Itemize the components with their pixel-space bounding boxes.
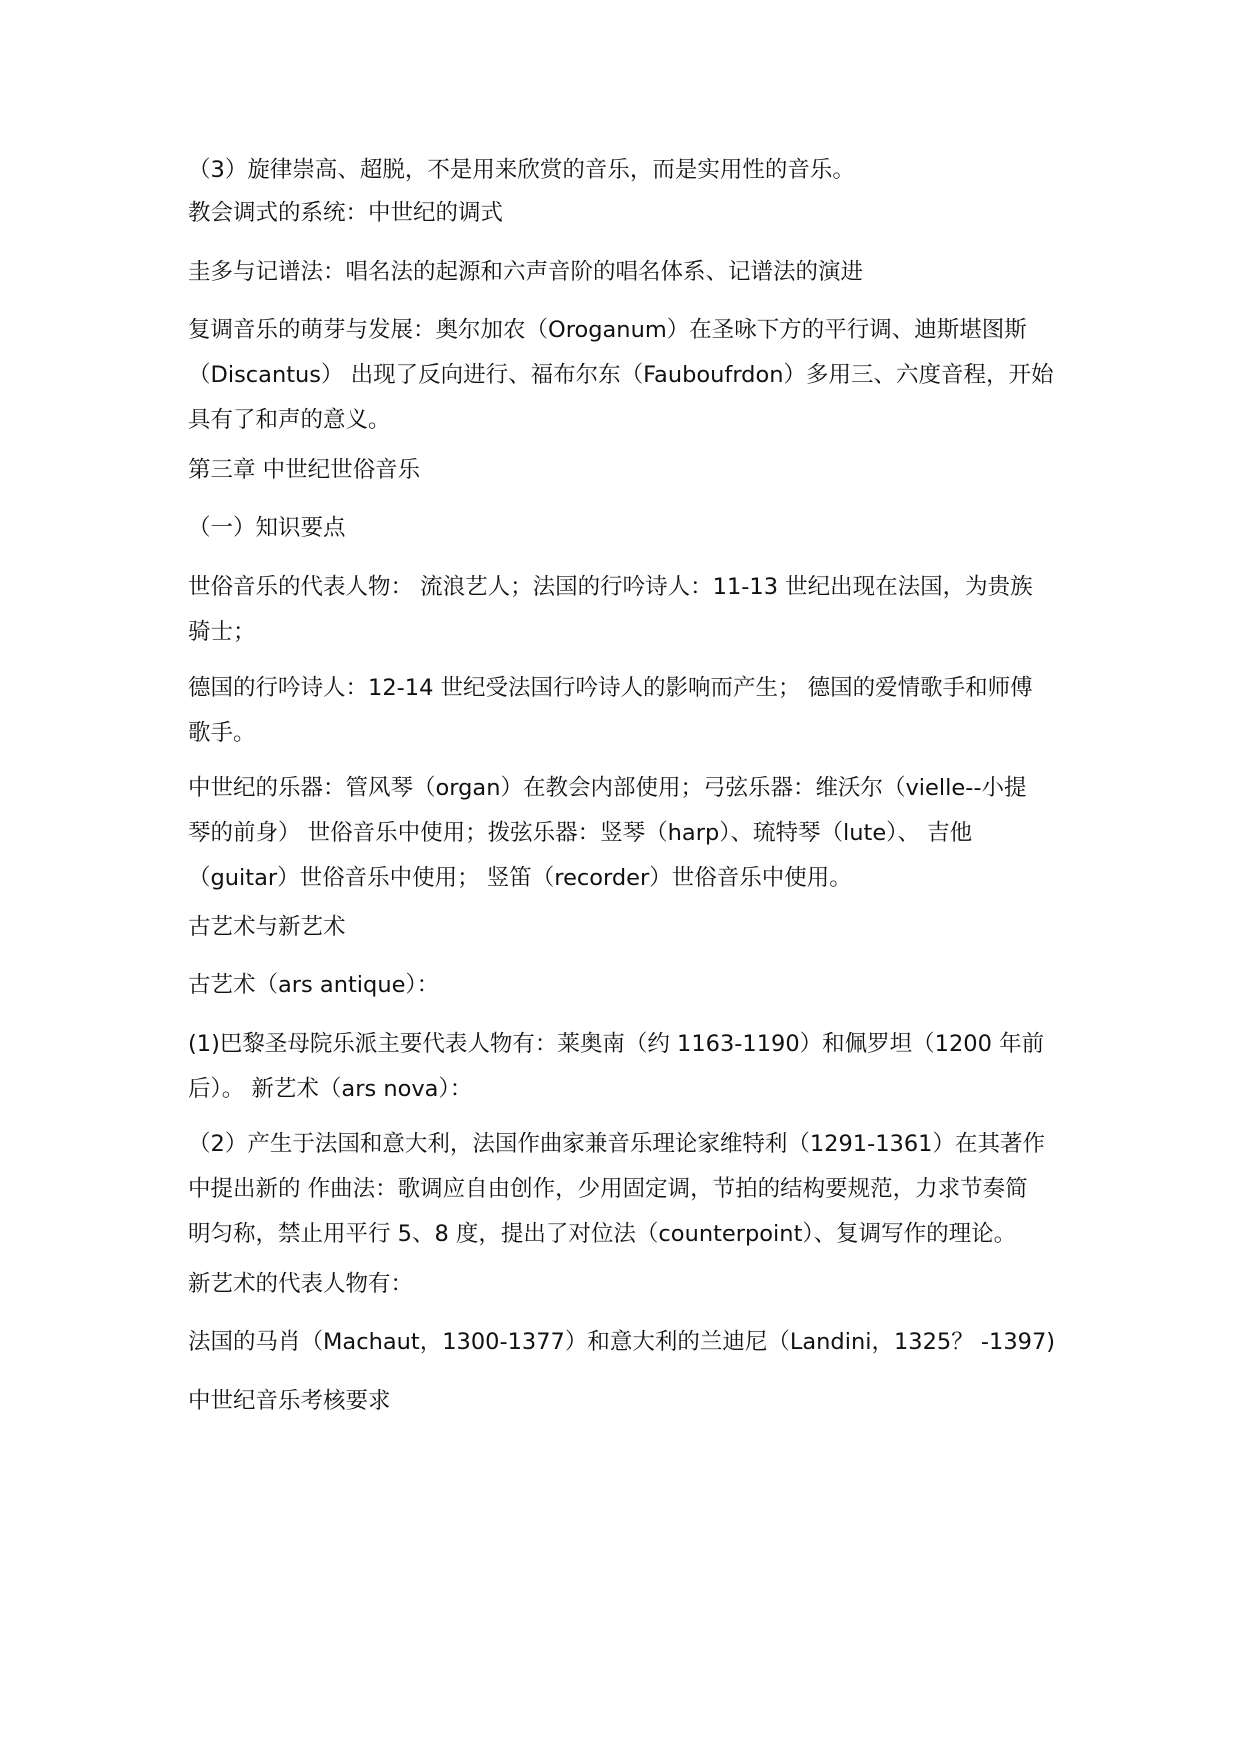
- text-line: 后）。 新艺术（ars nova）：: [188, 1076, 473, 1102]
- paragraph-instruments: [188, 766, 1058, 901]
- paragraph-melody-traits: [188, 148, 1058, 193]
- text-line: 歌手。: [188, 720, 256, 746]
- text-line: 中提出新的 作曲法：歌调应自由创作，少用固定调，节拍的结构要规范，力求节奏简: [188, 1176, 1028, 1202]
- paragraph-notre-dame-school: [188, 1022, 1058, 1112]
- paragraph-polyphony: [188, 308, 1058, 443]
- paragraph-german-minstrels: [188, 666, 1058, 756]
- text-line: （Discantus） 出现了反向进行、福布尔东（Fauboufrdon）多用三、六度音程，开始: [188, 362, 1054, 388]
- paragraph-secular-representatives: [188, 565, 1058, 655]
- paragraph-machaut-landini: [188, 1320, 1058, 1365]
- text-line: 古艺术与新艺术: [188, 914, 346, 940]
- heading-ars-nova-representatives: [188, 1262, 1058, 1307]
- text-line: 教会调式的系统：中世纪的调式: [188, 200, 504, 226]
- text-line: 德国的行吟诗人：12-14 世纪受法国行吟诗人的影响而产生； 德国的爱情歌手和师傅: [188, 675, 1033, 701]
- section-heading-knowledge-points: [188, 506, 1058, 551]
- paragraph-guido-notation: [188, 250, 1058, 295]
- text-line: 中世纪音乐考核要求: [188, 1388, 391, 1414]
- text-line: 圭多与记谱法：唱名法的起源和六声音阶的唱名体系、记谱法的演进: [188, 259, 864, 285]
- text-line: 法国的马肖（Machaut，1300-1377）和意大利的兰迪尼（Landini，1325？ -1397): [188, 1329, 1056, 1355]
- heading-assessment-requirements: [188, 1379, 1058, 1424]
- text-line: (1)巴黎圣母院乐派主要代表人物有：莱奥南（约 1163-1190）和佩罗坦（1200 年前: [188, 1031, 1045, 1057]
- chapter-heading: [188, 448, 1058, 493]
- paragraph-church-modes: [188, 191, 1058, 236]
- text-line: 第三章 中世纪世俗音乐: [188, 457, 421, 483]
- text-line: 复调音乐的萌芽与发展：奥尔加农（Oroganum）在圣咏下方的平行调、迪斯堪图斯: [188, 317, 1027, 343]
- paragraph-ars-nova-origin: [188, 1122, 1058, 1257]
- text-line: 古艺术（ars antique）：: [188, 972, 440, 998]
- text-line: （2）产生于法国和意大利，法国作曲家兼音乐理论家维特利（1291-1361）在其著作: [188, 1131, 1045, 1157]
- heading-ars-antiqua: [188, 963, 1058, 1008]
- text-line: 世俗音乐的代表人物： 流浪艺人；法国的行吟诗人：11-13 世纪出现在法国，为贵族: [188, 574, 1033, 600]
- text-line: （3）旋律崇高、超脱，不是用来欣赏的音乐，而是实用性的音乐。: [188, 157, 855, 183]
- text-line: 具有了和声的意义。: [188, 407, 391, 433]
- text-line: 骑士；: [188, 619, 256, 645]
- text-line: （一）知识要点: [188, 515, 346, 541]
- text-line: 新艺术的代表人物有：: [188, 1271, 414, 1297]
- text-line: 琴的前身） 世俗音乐中使用；拨弦乐器：竖琴（harp）、琉特琴（lute）、 吉他: [188, 820, 973, 846]
- text-line: 明匀称，禁止用平行 5、8 度，提出了对位法（counterpoint）、复调写作的理论。: [188, 1221, 1017, 1247]
- text-line: 中世纪的乐器：管风琴（organ）在教会内部使用；弓弦乐器：维沃尔（vielle--小提: [188, 775, 1027, 801]
- heading-ars-antiqua-nova: [188, 905, 1058, 950]
- text-line: （guitar）世俗音乐中使用； 竖笛（recorder）世俗音乐中使用。: [188, 865, 852, 891]
